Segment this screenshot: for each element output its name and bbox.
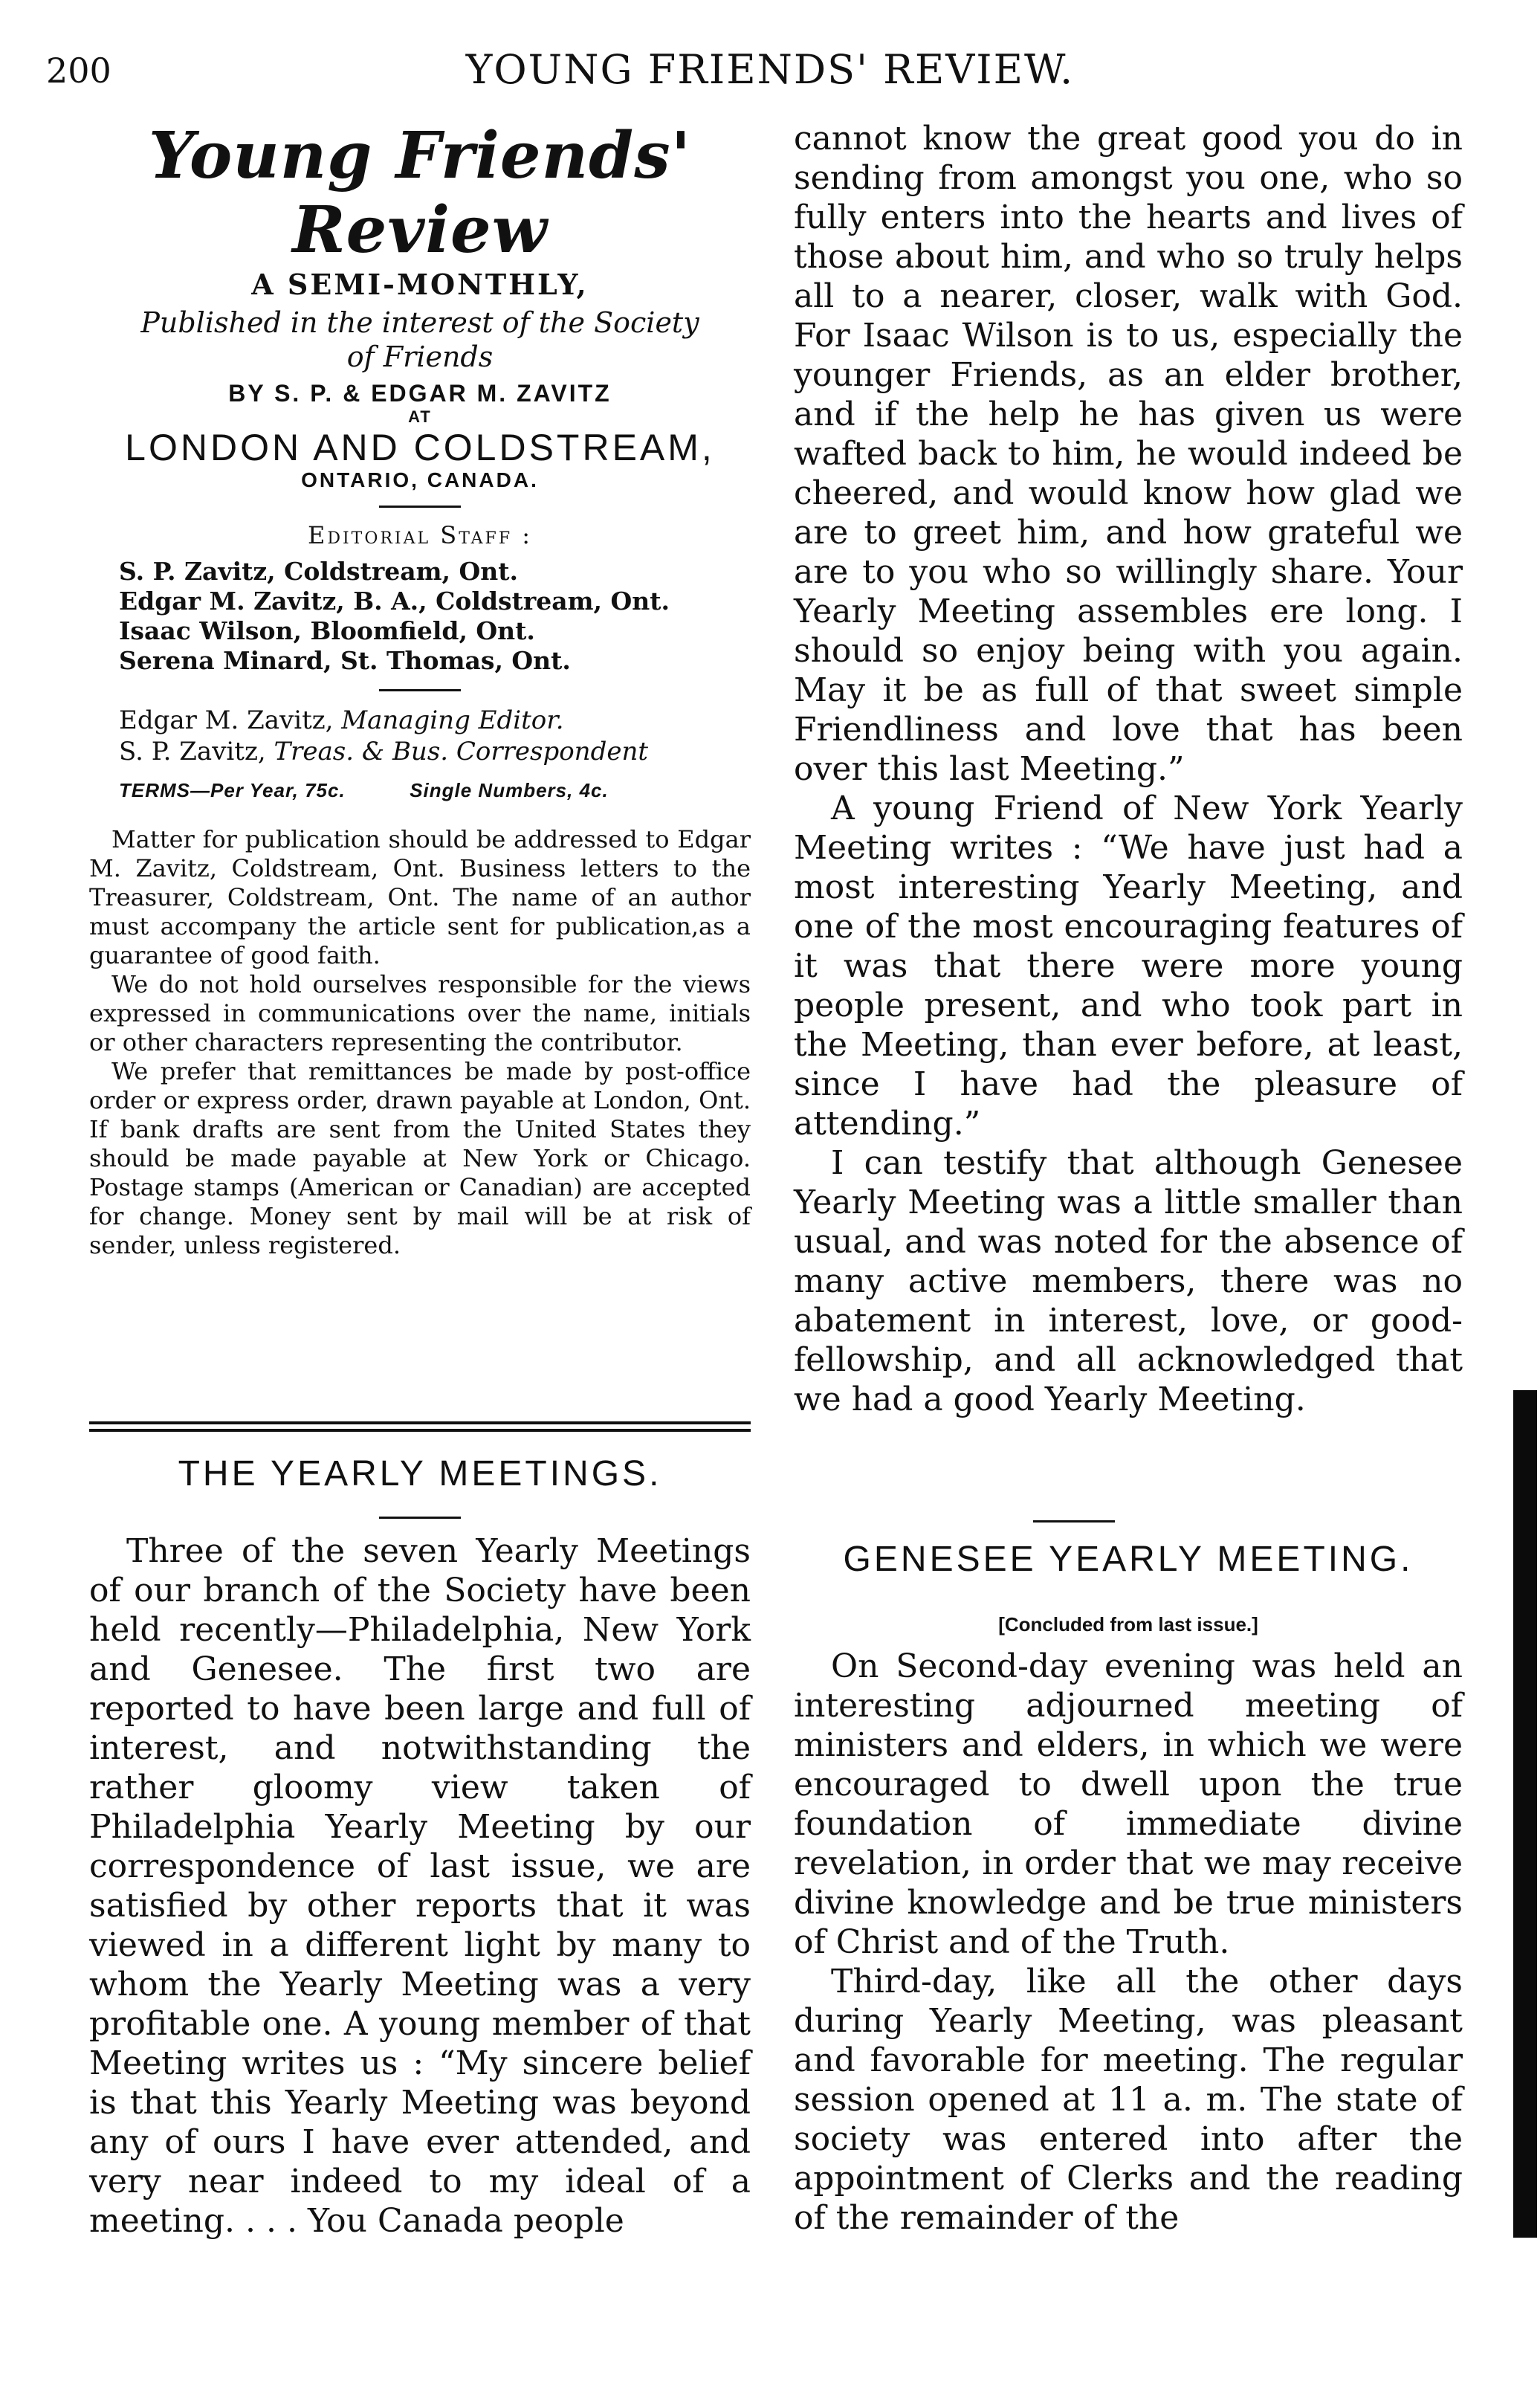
divider [379,689,461,691]
section-heading-yearly-meetings: THE YEARLY MEETINGS. [178,1454,662,1494]
staff-member: S. P. Zavitz, Coldstream, Ont. [119,557,518,586]
managing-editor-name: Edgar M. Zavitz, [119,705,334,735]
article-paragraph: A young Friend of New York Yearly Meeting writes : “We have just had a most interesting Yearly Meeting, and one of the most encouraging features of it was that there were more young people present, and who took part in the Meeting, than ever before, at least, since I have had the pleasure of attending.” [794,789,1463,1143]
notices [89,825,751,1260]
managing-editor-line [89,705,751,736]
notice-paragraph: We do not hold ourselves responsible for the views expressed in communications over the name, initials or other characters representing the contributor. [89,970,751,1056]
terms-line [89,779,751,802]
concluded-note: [Concluded from last issue.] [998,1613,1258,1635]
treasurer-line [89,736,751,767]
notice-paragraph: Matter for publication should be addressed to Edgar M. Zavitz, Coldstream, Ont. Business letters to the Treasurer, Coldstream, Ont. The name of an author must accompany the article sent for publication,as a guarantee of good faith. [89,825,751,969]
divider [379,506,461,508]
terms-single: Single Numbers, 4c. [410,779,609,801]
right-column-text [794,119,1463,1419]
yearly-meetings-article [89,1531,751,2241]
genesee-article [794,1647,1463,2238]
divider [379,1517,461,1519]
double-rule-bottom [89,1429,751,1432]
staff-list [89,557,751,676]
at-line: AT [408,407,432,426]
treasurer-role: Treas. & Bus. Correspondent [274,737,649,766]
staff-member: Edgar M. Zavitz, B. A., Coldstream, Ont. [119,587,670,616]
article-paragraph: Third-day, like all the other days during Yearly Meeting, was pleasant and favorable for meeting. The regular session opened at 11 a. m. The state of society was entered into after the appointment of Clerks and the reading of the remainder of the [794,1963,1463,2237]
staff-member: Serena Minard, St. Thomas, Ont. [119,646,571,675]
terms-per-year: TERMS—Per Year, 75c. [119,779,346,801]
managing-editor-role: Managing Editor. [341,705,564,735]
publishers-line: BY S. P. & EDGAR M. ZAVITZ [228,380,612,407]
article-paragraph: On Second-day evening was held an interesting adjourned meeting of ministers and elders, in which we were encouraged to dwell upon the true foundation of immediate divine revelation, in order that we may receive divine knowledge and be true ministers of Christ and of the Truth. [794,1647,1463,1961]
masthead-subtitle: A SEMI-MONTHLY, [251,268,589,301]
staff-member: Isaac Wilson, Bloomfield, Ont. [119,616,535,645]
running-title: YOUNG FRIENDS' REVIEW. [465,46,1075,93]
province-line: ONTARIO, CANADA. [301,468,539,491]
editorial-staff-label: Editorial Staff : [307,521,533,549]
masthead-title: Young Friends' Review [148,118,692,268]
location-line: LONDON AND COLDSTREAM, [125,427,715,468]
scan-edge-shadow [1513,1390,1537,2238]
notice-paragraph: We prefer that remittances be made by post-office order or express order, drawn payable at London, Ont. If bank drafts are sent from the United States they should be made payable at New York or Chicago. Postage stamps (American or Canadian) are accepted for change. Money sent by mail will be at risk of sender, unless registered. [89,1057,751,1259]
page-number: 200 [46,51,111,91]
section-heading-genesee: GENESEE YEARLY MEETING. [843,1540,1414,1579]
published-line-2: of Friends [346,340,494,373]
treasurer-name: S. P. Zavitz, [119,737,266,766]
continuation-paragraph: cannot know the great good you do in sending from amongst you one, who so fully enters into the hearts and lives of those about him, and who so truly helps all to a nearer, closer, walk with God. For Isaac Wilson is to us, especially the younger Friends, as an elder brother, and if the help he has given us were wafted back to him, he would indeed be cheered, and would know how glad we are to greet him, and how grateful we are to you who so willingly share. Your Yearly Meeting assembles ere long. I should so enjoy being with you again. May it be as full of that sweet simple Friendliness and love that has been over this last Meeting.” [794,120,1463,788]
published-line-1: Published in the interest of the Society [140,306,699,339]
divider [1033,1520,1115,1522]
article-paragraph: I can testify that although Genesee Yearly Meeting was a little smaller than usual, and was noted for the absence of many active members, there was no abatement in interest, love, or good-fellowship, and all acknowledged that we had a good Yearly Meeting. [794,1144,1463,1418]
double-rule-top [89,1421,751,1424]
masthead [89,119,751,802]
article-paragraph: Three of the seven Yearly Meetings of our branch of the Society have been held recently—Philadelphia, New York and Genesee. The first two are reported to have been large and full of interest, and notwithstanding the rather gloomy view taken of Philadelphia Yearly Meeting by our correspondence of last issue, we are satisfied by other reports that it was viewed in a different light by many to whom the Yearly Meeting was a very profitable one. A young member of that Meeting writes us : “My sincere belief is that this Yearly Meeting was beyond any of ours I have ever attended, and very near indeed to my ideal of a meeting. . . . You Canada people [89,1532,751,2240]
